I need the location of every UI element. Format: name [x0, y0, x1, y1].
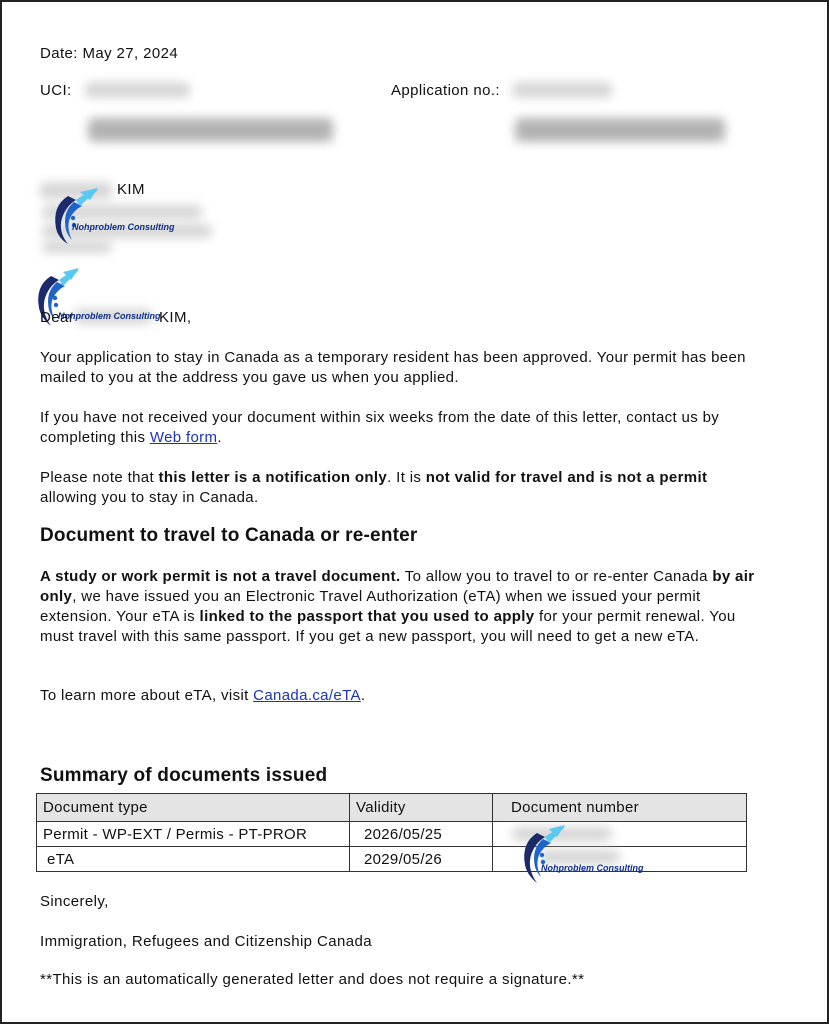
date-line: [40, 44, 178, 64]
redacted-field-left: [88, 118, 333, 142]
uci-label: UCI:: [40, 82, 72, 99]
application-label: Application no.:: [391, 82, 500, 99]
watermark-text: Nohproblem Consulting: [72, 222, 175, 232]
eta-link[interactable]: Canada.ca/eTA: [253, 687, 361, 704]
logo-swoosh-icon: [46, 188, 171, 250]
recipient-surname: KIM: [117, 181, 145, 198]
travel-text-1: To allow you to travel to or re-enter Canada: [400, 568, 713, 585]
notification-text-2: . It is: [387, 469, 426, 486]
date-label: Date:: [40, 45, 78, 62]
travel-bold-3: linked to the passport that you used to apply: [199, 608, 535, 625]
notification-text: Please note that: [40, 469, 159, 486]
travel-bold-1: A study or work permit is not a travel document.: [40, 568, 401, 585]
travel-text-3: for your permit renewal. You must travel with this same passport. If you get a new passport, you will need to get a new eTA.: [40, 608, 736, 645]
header-document-type: Document type: [37, 794, 350, 822]
notification-paragraph: [40, 468, 760, 508]
cell-document-type: Permit - WP-EXT / Permis - PT-PROR: [37, 822, 350, 847]
eta-info-end: .: [360, 687, 366, 704]
salutation-prefix: Dear: [40, 309, 75, 326]
travel-bold-2: by air only: [40, 568, 755, 605]
travel-text-2: , we have issued you an Electronic Travel Authorization (eTA) when we issued your permit extension. Your eTA is: [40, 588, 701, 625]
logo-swoosh-icon: [515, 825, 640, 887]
uci-redacted: [85, 82, 190, 98]
contact-paragraph: [40, 408, 760, 448]
cell-validity: 2026/05/25: [350, 822, 493, 847]
signature-organization: Immigration, Refugees and Citizenship Canada: [40, 933, 372, 950]
eta-info-paragraph: [40, 686, 760, 706]
travel-paragraph: [40, 567, 760, 647]
summary-table: [36, 793, 747, 872]
footer-note: **This is an automatically generated letter and does not require a signature.**: [40, 971, 585, 988]
date-value: May 27, 2024: [82, 45, 179, 62]
eta-info-text: To learn more about eTA, visit: [40, 687, 254, 704]
cell-document-type: eTA: [37, 847, 350, 872]
table-row: [37, 822, 747, 847]
summary-heading: Summary of documents issued: [40, 765, 328, 786]
redacted-field-right: [515, 118, 725, 142]
header-document-number: Document number: [493, 794, 747, 822]
notification-bold-1: this letter is a notification only: [158, 469, 388, 486]
notification-text-3: allowing you to stay in Canada.: [40, 489, 259, 506]
application-no-redacted: [512, 82, 612, 98]
table-header-row: [37, 794, 747, 822]
approval-paragraph: Your application to stay in Canada as a temporary resident has been approved. Your permit has been mailed to you at the address you gave us when you applied.: [40, 349, 746, 386]
web-form-link[interactable]: Web form: [149, 429, 218, 446]
contact-text: If you have not received your document within six weeks from the date of this letter, contact us by completing this: [40, 409, 720, 446]
cell-validity: 2029/05/26: [350, 847, 493, 872]
contact-text-end: .: [217, 429, 222, 446]
header-validity: Validity: [350, 794, 493, 822]
watermark-text: Nohproblem Consulting: [58, 311, 161, 321]
closing: Sincerely,: [40, 893, 109, 910]
watermark-logo: [46, 188, 175, 250]
watermark-logo: [515, 825, 644, 887]
notification-bold-2: not valid for travel and is not a permit: [425, 469, 708, 486]
salutation-surname: KIM,: [159, 309, 192, 326]
travel-heading: Document to travel to Canada or re-enter: [40, 525, 418, 546]
watermark-text: Nohproblem Consulting: [541, 863, 644, 873]
